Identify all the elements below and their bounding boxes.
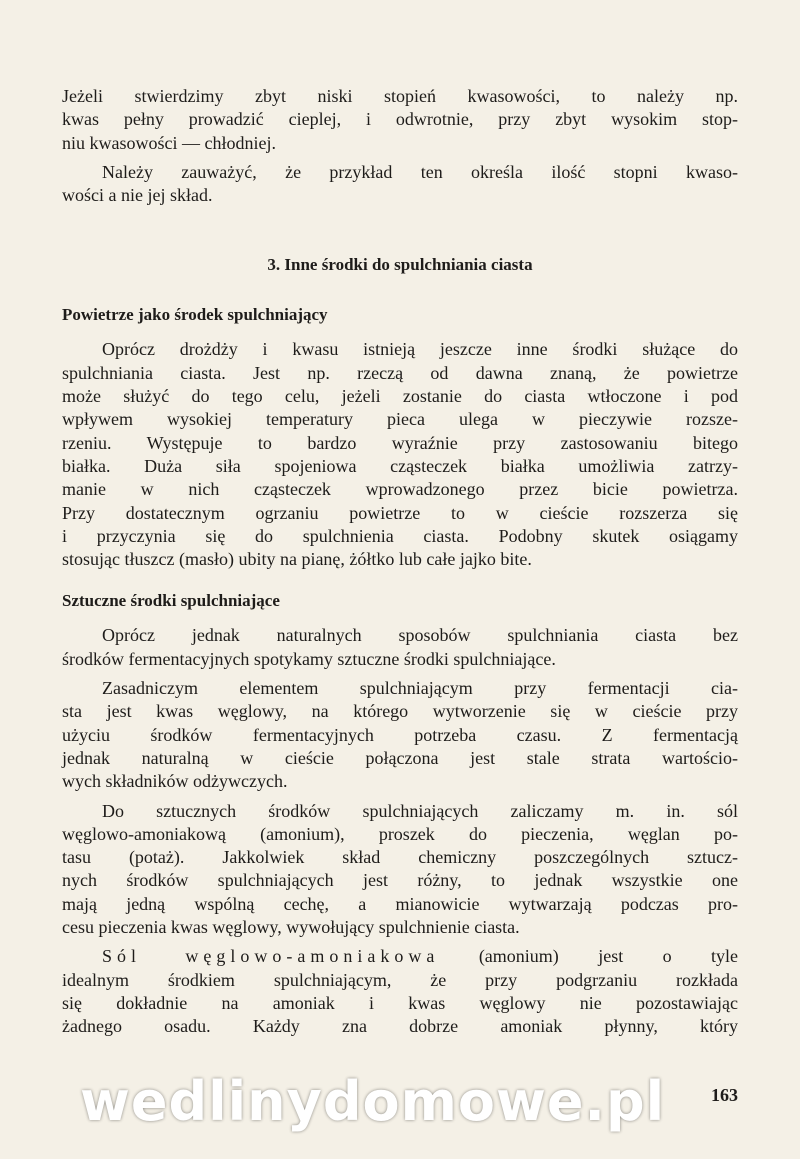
paragraph [62,945,738,1038]
text-line: wości a nie jej skład. [62,185,213,206]
text-line: Przy dostatecznym ogrzaniu powietrze to w cieście rozszerza się [62,502,738,523]
paragraph [62,85,738,155]
text-line: węglowo-amoniakową (amonium), proszek do pieczenia, węglan po- [62,823,738,844]
text-line: się dokładnie na amoniak i kwas węglowy nie pozostawiając [62,992,738,1013]
text-line: spulchniania ciasta. Jest np. rzeczą od dawna znaną, że powietrze [62,362,738,383]
subsection-heading: Sztuczne środki spulchniające [62,591,280,611]
book-page [62,85,738,1045]
text-line: jednak naturalną w cieście połączona jest stale strata wartościo- [62,747,738,768]
text-line: może służyć do tego celu, jeżeli zostanie do ciasta wtłoczone i pod [62,386,738,407]
text-line: Jeżeli stwierdzimy zbyt niski stopień kwasowości, to należy np. [62,86,738,106]
text-line: Do sztucznych środków spulchniających zaliczamy m. in. sól [102,800,738,821]
text-line: wpływem wysokiej temperatury pieca ulega w pieczywie rozsze- [62,409,738,430]
paragraph [62,338,738,571]
text-line: mają jedną wspólną cechę, a mianowicie wytwarzają podczas pro- [62,893,738,914]
text-line: tasu (potaż). Jakkolwiek skład chemiczny poszczególnych sztucz- [62,847,738,868]
paragraph [62,624,738,671]
text-line [62,945,738,968]
paragraph [62,161,738,208]
text-line: idealnym środkiem spulchniającym, że przy podgrzaniu rozkłada [62,969,738,990]
paragraph [62,800,738,940]
text-fragment: (amonium) jest o tyle [478,946,739,967]
text-line: stosując tłuszcz (masło) ubity na pianę, żółtko lub całe jajko bite. [62,549,532,570]
text-line: i przyczynia się do spulchnienia ciasta. Podobny skutek osiągamy [62,525,738,546]
text-line: żadnego osadu. Każdy zna dobrze amoniak płynny, który [62,1016,738,1037]
paragraph [62,677,738,793]
text-line: użyciu środków fermentacyjnych potrzeba czasu. Z fermentacją [62,724,738,745]
text-line: Zasadniczym elementem spulchniającym przy fermentacji cia- [102,678,738,699]
subsection-heading: Powietrze jako środek spulchniający [62,305,328,325]
text-line: białka. Duża siła spojeniowa cząsteczek białka umożliwia zatrzy- [62,455,738,476]
text-line: manie w nich cząsteczek wprowadzonego przez bicie powietrza. [62,479,738,500]
text-line: Oprócz drożdży i kwasu istnieją jeszcze inne środki służące do [102,339,738,360]
text-line: niu kwasowości — chłodniej. [62,132,276,153]
text-line: kwas pełny prowadzić cieplej, i odwrotnie, przy zbyt wysokim stop- [62,109,738,130]
watermark: wedlinydomowe.pl [80,1070,666,1133]
text-line: Oprócz jednak naturalnych sposobów spulchniania ciasta bez [102,625,738,646]
text-line: wych składników odżywczych. [62,771,288,792]
text-line: Należy zauważyć, że przykład ten określa ilość stopni kwaso- [102,161,738,182]
text-line: sta jest kwas węglowy, na którego wytworzenie się w cieście przy [62,701,738,722]
section-heading: 3. Inne środki do spulchniania ciasta [267,255,533,275]
spaced-term: Sól węglowo-amoniakowa [102,946,440,967]
page-number: 163 [711,1085,738,1105]
text-line: cesu pieczenia kwas węglowy, wywołujący spulchnienie ciasta. [62,917,520,938]
text-line: nych środków spulchniających jest różny, to jednak wszystkie one [62,870,738,891]
text-line: środków fermentacyjnych spotykamy sztuczne środki spulchniające. [62,648,556,669]
text-line: rzeniu. Występuje to bardzo wyraźnie przy zastosowaniu bitego [62,432,738,453]
